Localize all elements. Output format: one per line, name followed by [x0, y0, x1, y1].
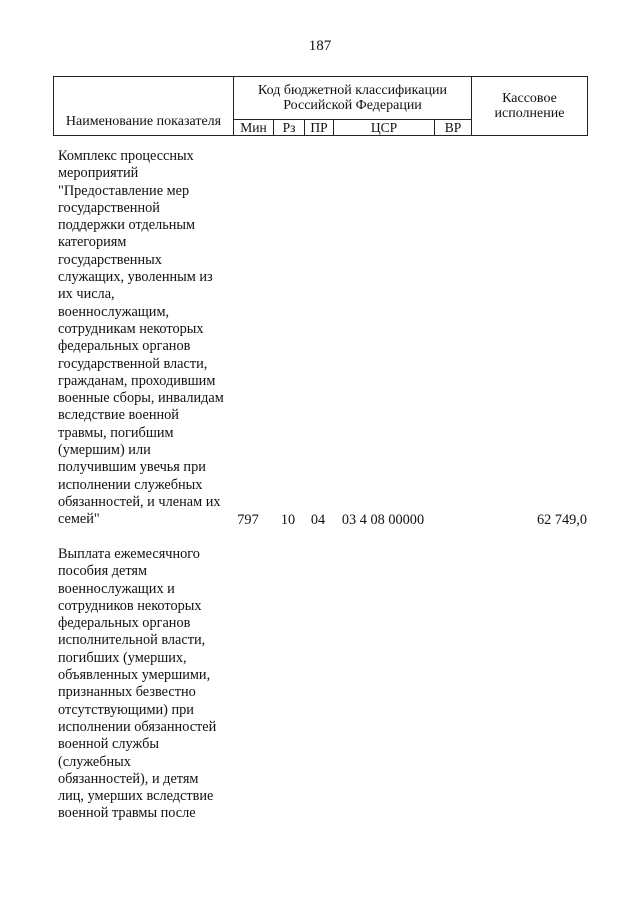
name-line: обязанностей), и детям: [58, 770, 199, 787]
name-line: (умершим) или: [58, 442, 151, 459]
row-csr: 03 4 08 00000: [341, 512, 425, 528]
name-line: семей": [58, 511, 100, 528]
name-line: отсутствующими) при: [58, 701, 194, 718]
name-line: исполнении служебных: [58, 476, 203, 493]
header-execution-line-2: исполнение: [494, 106, 565, 121]
name-line: военнослужащим,: [58, 303, 170, 320]
name-line: сотрудникам некоторых: [58, 320, 204, 337]
name-line: объявленных умершими,: [58, 667, 211, 684]
table-header: [53, 76, 588, 136]
name-line: сотрудников некоторых: [58, 597, 202, 614]
name-line: федеральных органов: [58, 615, 191, 632]
name-line: государственных: [58, 251, 162, 268]
header-csr: ЦСР: [334, 120, 435, 136]
row-rz: 10: [280, 512, 296, 528]
name-line: категориям: [58, 234, 127, 251]
row-indicator-name: [58, 148, 234, 529]
header-rz: Рз: [274, 120, 305, 136]
name-line: государственной: [58, 199, 160, 216]
name-line: пособия детям: [58, 563, 148, 580]
name-line: служащих, уволенным из: [58, 269, 213, 286]
name-line: обязанностей, и членам их: [58, 493, 221, 510]
name-line: федеральных органов: [58, 338, 191, 355]
row-amount: 62 749,0: [536, 512, 587, 528]
name-line: погибших (умерших,: [58, 649, 187, 666]
name-line: военной травмы после: [58, 805, 196, 822]
name-line: (служебных: [58, 753, 131, 770]
row-indicator-name: [58, 546, 234, 823]
name-line: исполнительной власти,: [58, 632, 206, 649]
page-number: 187: [308, 38, 332, 54]
name-line: Комплекс процессных: [58, 148, 194, 164]
name-line: исполнении обязанностей: [58, 718, 217, 735]
header-execution-line-1: Кассовое: [502, 91, 557, 106]
name-line: военные сборы, инвалидам: [58, 390, 224, 407]
name-line: Выплата ежемесячного: [58, 546, 200, 562]
header-pr: ПР: [305, 120, 334, 136]
row-min: 797: [237, 512, 259, 528]
name-line: поддержки отдельным: [58, 217, 196, 234]
header-code-group: [234, 77, 472, 120]
name-line: военной службы: [58, 736, 160, 753]
header-min: Мин: [234, 120, 274, 136]
header-code-group-line-2: Российской Федерации: [283, 98, 422, 113]
name-line: травмы, погибшим: [58, 424, 174, 441]
name-line: получившим увечья при: [58, 459, 206, 476]
header-indicator-name: Наименование показателя: [54, 77, 234, 136]
name-line: гражданам, проходившим: [58, 372, 216, 389]
name-line: "Предоставление мер: [58, 182, 190, 199]
header-execution: [472, 77, 588, 136]
name-line: признанных безвестно: [58, 684, 196, 701]
row-pr: 04: [310, 512, 326, 528]
name-line: вследствие военной: [58, 407, 179, 424]
name-line: военнослужащих и: [58, 580, 175, 597]
name-line: лиц, умерших вследствие: [58, 788, 214, 805]
header-code-group-line-1: Код бюджетной классификации: [258, 83, 447, 98]
name-line: их числа,: [58, 286, 115, 303]
header-vr: ВР: [435, 120, 472, 136]
name-line: мероприятий: [58, 165, 139, 182]
name-line: государственной власти,: [58, 355, 208, 372]
